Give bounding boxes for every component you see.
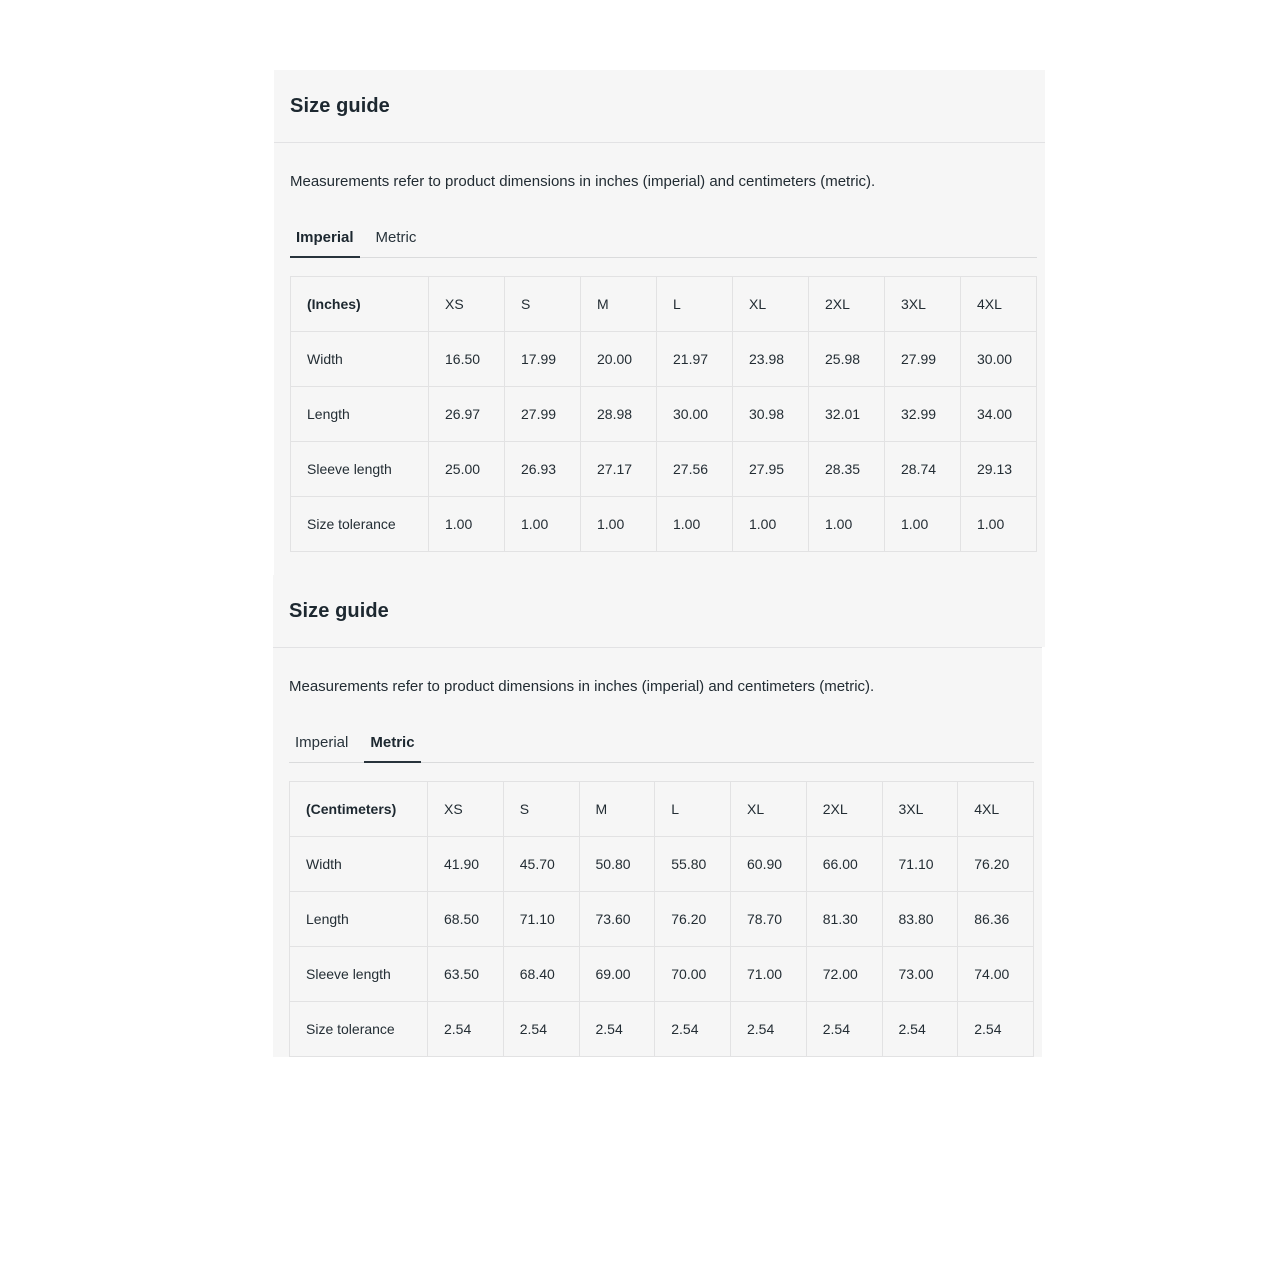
unit-tab-bar: [289, 722, 1034, 763]
size-value-cell: 68.40: [503, 947, 579, 1002]
column-header-xl: XL: [733, 277, 809, 332]
size-value-cell: 68.50: [428, 892, 504, 947]
size-value-cell: 27.99: [885, 332, 961, 387]
column-header-3xl: 3XL: [882, 782, 958, 837]
size-value-cell: 27.95: [733, 442, 809, 497]
size-value-cell: 83.80: [882, 892, 958, 947]
size-value-cell: 2.54: [503, 1002, 579, 1057]
size-value-cell: 1.00: [581, 497, 657, 552]
size-value-cell: 76.20: [958, 837, 1034, 892]
row-label-cell: Size tolerance: [290, 1002, 428, 1057]
size-value-cell: 60.90: [731, 837, 807, 892]
size-value-cell: 1.00: [657, 497, 733, 552]
table-row-sleeve-length: [291, 442, 1037, 497]
row-label-cell: Length: [290, 892, 428, 947]
size-value-cell: 28.35: [809, 442, 885, 497]
dialog-body: [273, 676, 1042, 1057]
column-header-xs: XS: [429, 277, 505, 332]
column-header-m: M: [579, 782, 655, 837]
table-row-width: [290, 837, 1034, 892]
size-value-cell: 34.00: [961, 387, 1037, 442]
size-table-metric: [289, 781, 1034, 1057]
table-row-size-tolerance: [291, 497, 1037, 552]
dialog-title: Size guide: [290, 95, 390, 117]
size-value-cell: 29.13: [961, 442, 1037, 497]
size-value-cell: 69.00: [579, 947, 655, 1002]
size-value-cell: 72.00: [806, 947, 882, 1002]
size-value-cell: 55.80: [655, 837, 731, 892]
size-value-cell: 73.00: [882, 947, 958, 1002]
size-value-cell: 27.99: [505, 387, 581, 442]
size-value-cell: 27.56: [657, 442, 733, 497]
size-value-cell: 28.98: [581, 387, 657, 442]
row-label-cell: Length: [291, 387, 429, 442]
size-value-cell: 45.70: [503, 837, 579, 892]
size-value-cell: 1.00: [885, 497, 961, 552]
column-header-xs: XS: [428, 782, 504, 837]
size-value-cell: 23.98: [733, 332, 809, 387]
dialog-header: [273, 575, 1042, 648]
tab-imperial[interactable]: Imperial: [290, 217, 360, 258]
column-header-4xl: 4XL: [958, 782, 1034, 837]
table-header-row: [290, 782, 1034, 837]
tab-metric[interactable]: Metric: [375, 229, 417, 246]
dialog-body: [274, 171, 1045, 552]
unit-tab-bar: [290, 217, 1037, 258]
tab-metric[interactable]: Metric: [364, 722, 420, 763]
column-header-3xl: 3XL: [885, 277, 961, 332]
size-value-cell: 26.97: [429, 387, 505, 442]
size-value-cell: 74.00: [958, 947, 1034, 1002]
row-label-cell: Width: [291, 332, 429, 387]
size-value-cell: 2.54: [731, 1002, 807, 1057]
size-guide-dialog-metric: [273, 575, 1042, 1057]
size-value-cell: 1.00: [809, 497, 885, 552]
column-header-xl: XL: [731, 782, 807, 837]
size-value-cell: 30.00: [961, 332, 1037, 387]
size-value-cell: 2.54: [958, 1002, 1034, 1057]
measurements-description: Measurements refer to product dimensions in inches (imperial) and centimeters (metric).: [290, 173, 876, 190]
table-header-row: [291, 277, 1037, 332]
row-label-cell: Size tolerance: [291, 497, 429, 552]
size-value-cell: 27.17: [581, 442, 657, 497]
dialog-header: [274, 70, 1045, 143]
size-value-cell: 71.00: [731, 947, 807, 1002]
size-value-cell: 1.00: [733, 497, 809, 552]
size-value-cell: 71.10: [882, 837, 958, 892]
table-row-length: [291, 387, 1037, 442]
table-row-sleeve-length: [290, 947, 1034, 1002]
size-value-cell: 63.50: [428, 947, 504, 1002]
table-row-length: [290, 892, 1034, 947]
size-value-cell: 16.50: [429, 332, 505, 387]
size-value-cell: 25.00: [429, 442, 505, 497]
column-header-m: M: [581, 277, 657, 332]
size-value-cell: 73.60: [579, 892, 655, 947]
size-value-cell: 17.99: [505, 332, 581, 387]
size-value-cell: 70.00: [655, 947, 731, 1002]
size-value-cell: 2.54: [428, 1002, 504, 1057]
size-value-cell: 30.98: [733, 387, 809, 442]
column-header-l: L: [655, 782, 731, 837]
size-value-cell: 2.54: [882, 1002, 958, 1057]
column-header-s: S: [503, 782, 579, 837]
row-label-cell: Width: [290, 837, 428, 892]
size-value-cell: 32.01: [809, 387, 885, 442]
size-value-cell: 30.00: [657, 387, 733, 442]
size-value-cell: 32.99: [885, 387, 961, 442]
size-value-cell: 28.74: [885, 442, 961, 497]
size-value-cell: 71.10: [503, 892, 579, 947]
table-row-width: [291, 332, 1037, 387]
size-value-cell: 25.98: [809, 332, 885, 387]
size-table-imperial: [290, 276, 1037, 552]
size-value-cell: 78.70: [731, 892, 807, 947]
column-header-4xl: 4XL: [961, 277, 1037, 332]
column-header-l: L: [657, 277, 733, 332]
tab-imperial[interactable]: Imperial: [295, 734, 349, 751]
size-value-cell: 20.00: [581, 332, 657, 387]
measurements-description: Measurements refer to product dimensions in inches (imperial) and centimeters (metric).: [289, 678, 875, 695]
size-guide-dialog-imperial: [274, 70, 1045, 647]
size-value-cell: 81.30: [806, 892, 882, 947]
size-value-cell: 86.36: [958, 892, 1034, 947]
unit-header-cell: (Inches): [291, 277, 429, 332]
size-value-cell: 66.00: [806, 837, 882, 892]
size-value-cell: 41.90: [428, 837, 504, 892]
size-value-cell: 1.00: [429, 497, 505, 552]
column-header-s: S: [505, 277, 581, 332]
size-value-cell: 2.54: [579, 1002, 655, 1057]
size-value-cell: 50.80: [579, 837, 655, 892]
row-label-cell: Sleeve length: [291, 442, 429, 497]
dialog-title: Size guide: [289, 600, 389, 622]
table-row-size-tolerance: [290, 1002, 1034, 1057]
size-value-cell: 2.54: [806, 1002, 882, 1057]
column-header-2xl: 2XL: [809, 277, 885, 332]
size-value-cell: 1.00: [961, 497, 1037, 552]
size-value-cell: 76.20: [655, 892, 731, 947]
unit-header-cell: (Centimeters): [290, 782, 428, 837]
size-value-cell: 26.93: [505, 442, 581, 497]
size-value-cell: 2.54: [655, 1002, 731, 1057]
size-value-cell: 21.97: [657, 332, 733, 387]
row-label-cell: Sleeve length: [290, 947, 428, 1002]
column-header-2xl: 2XL: [806, 782, 882, 837]
size-value-cell: 1.00: [505, 497, 581, 552]
